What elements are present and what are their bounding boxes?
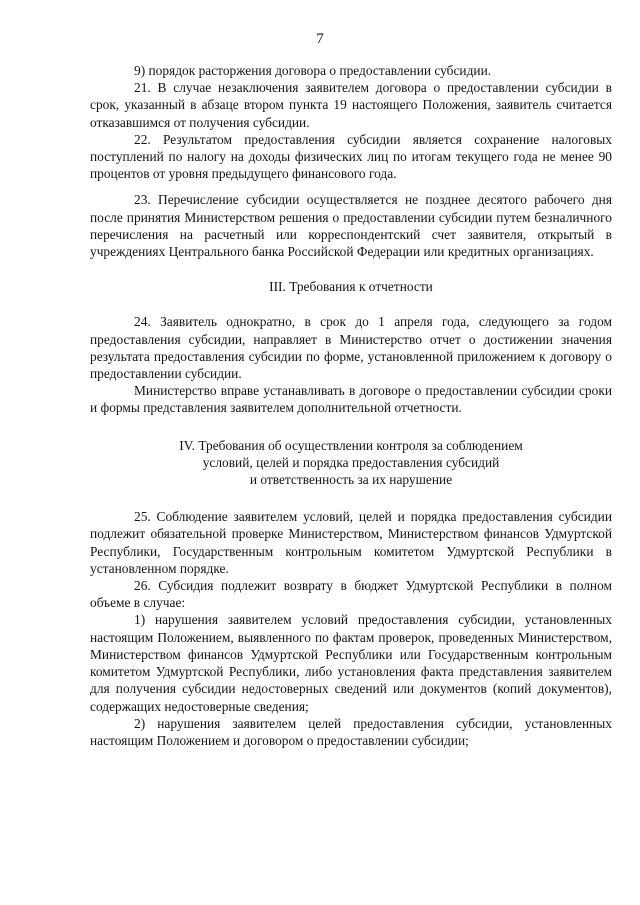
section-4-heading-line-2: условий, целей и порядка предоставления субсидий xyxy=(202,454,500,470)
section-3-heading: III. Требования к отчетности xyxy=(269,279,433,295)
section-4-heading-line-1: IV. Требования об осуществлении контроля за соблюдением xyxy=(179,437,523,453)
document-body xyxy=(90,62,612,749)
paragraph-23: 23. Перечисление субсидии осуществляется не позднее десятого рабочего дня после принятия Министерством решения о предоставлении субсидии путем безналичного перечисления на расчетный или корреспондентский счет заявителя, открытый в учреждениях Центрального банка Российской Федерации или кредитных организациях. xyxy=(90,192,612,260)
paragraph-26-item-1: 1) нарушения заявителем условий предоставления субсидии, установленных настоящим Положением, выявленного по фактам проверок, проведенных Министерством, Министерством финансов Удмуртской Республики или Государственным контрольным комитетом Удмуртской Республики, либо установления факта представления заявителем для получения субсидии недостоверных сведений или документов (копий документов), содержащих недостоверные сведения; xyxy=(90,612,612,714)
paragraph-26-item-2: 2) нарушения заявителем целей предоставления субсидии, установленных настоящим Положением и договором о предоставлении субсидии; xyxy=(90,715,612,748)
section-4-heading-line-3: и ответственность за их нарушение xyxy=(249,472,453,488)
paragraph-25: 25. Соблюдение заявителем условий, целей и порядка предоставления субсидии подлежит обязательной проверке Министерством, Министерством финансов Удмуртской Республики, Государственным контрольным комитетом Удмуртской Республики в установленном порядке. xyxy=(90,509,612,576)
paragraph-22: 22. Результатом предоставления субсидии является сохранение налоговых поступлений по налогу на доходы физических лиц по итогам текущего года не менее 90 процентов от уровня предыдущего финансового года. xyxy=(90,131,612,182)
paragraph-24-additional: Министерство вправе устанавливать в договоре о предоставлении субсидии сроки и формы представления заявителем дополнительной отчетности. xyxy=(90,383,612,416)
paragraph-item-9: 9) порядок расторжения договора о предоставлении субсидии. xyxy=(134,63,492,78)
page-number: 7 xyxy=(316,31,324,47)
paragraph-24: 24. Заявитель однократно, в срок до 1 апреля года, следующего за годом предоставления субсидии, направляет в Министерство отчет о достижении значения результата предоставления субсидии по форме, установленной приложением к договору о предоставлении субсидии. xyxy=(90,314,612,382)
paragraph-21: 21. В случае незаключения заявителем договора о предоставлении субсидии в срок, указанный в абзаце втором пункта 19 настоящего Положения, заявитель считается отказавшимся от получения субсидии. xyxy=(90,80,612,130)
paragraph-26: 26. Субсидия подлежит возврату в бюджет Удмуртской Республики в полном объеме в случае: xyxy=(90,578,612,611)
